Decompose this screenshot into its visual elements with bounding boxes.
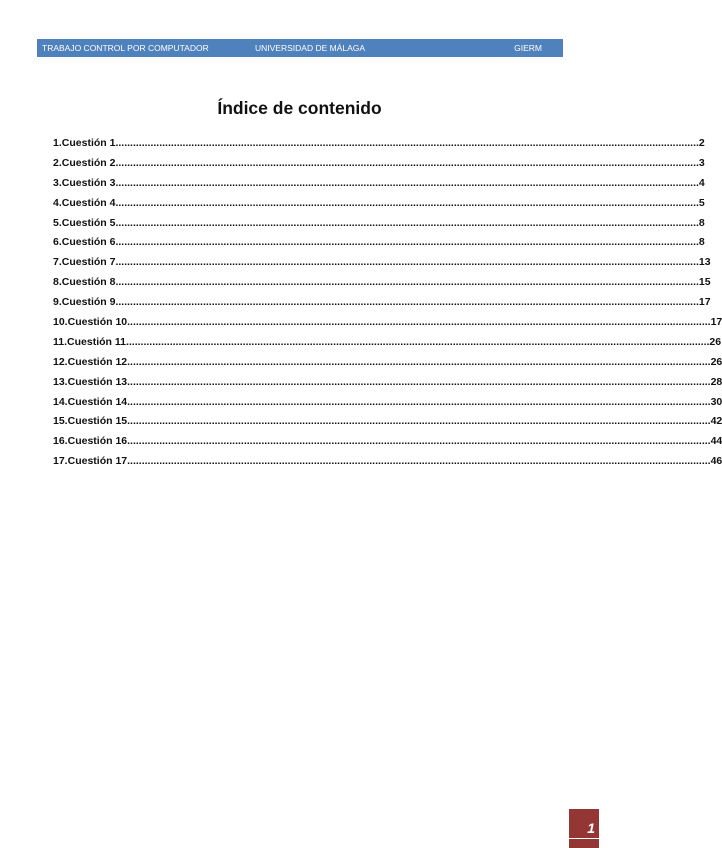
toc-entry-number: 4. bbox=[53, 196, 62, 209]
toc-dot-leader: ........................................................................................................................................................................................................ bbox=[127, 435, 711, 448]
toc-entry-number: 6. bbox=[53, 236, 62, 249]
toc-entry-label: Cuestión 14 bbox=[67, 395, 128, 408]
toc-entry[interactable] bbox=[53, 137, 705, 157]
page-number: 1 bbox=[587, 820, 595, 836]
toc-entry-label: Cuestión 17 bbox=[67, 455, 128, 468]
toc-entry-label: Cuestión 7 bbox=[61, 256, 116, 269]
header-course-title: TRABAJO CONTROL POR COMPUTADOR bbox=[42, 43, 209, 53]
toc-dot-leader: ........................................................................................................................................................................................................ bbox=[115, 296, 699, 309]
toc-entry-page: 17 bbox=[698, 296, 711, 309]
header-university: UNIVERSIDAD DE MÁLAGA bbox=[255, 43, 366, 53]
toc-entry-label: Cuestión 6 bbox=[61, 236, 116, 249]
toc-entry-number: 17. bbox=[53, 455, 68, 468]
toc-entry[interactable] bbox=[53, 435, 722, 455]
toc-entry-page: 8 bbox=[698, 216, 705, 229]
toc-entry-number: 9. bbox=[53, 296, 62, 309]
toc-entry[interactable] bbox=[53, 156, 705, 177]
toc-entry-page: 26 bbox=[709, 335, 722, 348]
toc-list bbox=[53, 137, 722, 475]
toc-entry-page: 30 bbox=[710, 395, 722, 408]
toc-entry-label: Cuestión 12 bbox=[67, 355, 128, 368]
toc-entry-number: 14. bbox=[53, 395, 68, 408]
toc-entry-label: Cuestión 5 bbox=[61, 216, 116, 229]
toc-entry-number: 2. bbox=[53, 156, 62, 169]
toc-entry-number: 13. bbox=[53, 375, 68, 388]
toc-dot-leader: ........................................................................................................................................................................................................ bbox=[125, 335, 710, 348]
toc-entry-label: Cuestión 4 bbox=[61, 196, 116, 209]
toc-entry-page: 13 bbox=[698, 256, 711, 269]
toc-entry-label: Cuestión 10 bbox=[67, 316, 128, 329]
toc-entry-number: 5. bbox=[53, 216, 62, 229]
toc-entry-page: 3 bbox=[698, 156, 705, 169]
toc-entry-page: 15 bbox=[698, 276, 711, 289]
toc-entry-page: 2 bbox=[698, 137, 705, 149]
toc-dot-leader: ........................................................................................................................................................................................................ bbox=[115, 196, 699, 209]
toc-entry-page: 28 bbox=[710, 375, 722, 388]
toc-entry[interactable] bbox=[53, 216, 705, 237]
toc-entry-number: 8. bbox=[53, 276, 62, 289]
toc-dot-leader: ........................................................................................................................................................................................................ bbox=[127, 455, 711, 468]
toc-dot-leader: ........................................................................................................................................................................................................ bbox=[115, 256, 699, 269]
toc-entry[interactable] bbox=[53, 455, 722, 475]
toc-entry[interactable] bbox=[53, 256, 711, 276]
toc-entry-number: 1. bbox=[53, 137, 62, 149]
toc-entry[interactable] bbox=[53, 355, 722, 376]
toc-entry-number: 11. bbox=[53, 335, 68, 348]
toc-dot-leader: ........................................................................................................................................................................................................ bbox=[127, 395, 711, 408]
toc-entry-number: 7. bbox=[53, 256, 62, 269]
page-header-bar bbox=[37, 39, 563, 57]
toc-entry-label: Cuestión 3 bbox=[61, 176, 116, 189]
toc-entry-page: 44 bbox=[710, 435, 722, 448]
page-number-underline bbox=[569, 838, 599, 839]
toc-entry-number: 3. bbox=[53, 176, 62, 189]
toc-entry[interactable] bbox=[53, 236, 705, 256]
toc-entry-page: 17 bbox=[710, 316, 722, 329]
toc-entry-label: Cuestión 13 bbox=[67, 375, 128, 388]
toc-entry-page: 8 bbox=[698, 236, 705, 249]
toc-dot-leader: ........................................................................................................................................................................................................ bbox=[115, 137, 699, 149]
toc-entry-number: 10. bbox=[53, 316, 68, 329]
toc-entry-label: Cuestión 16 bbox=[67, 435, 128, 448]
toc-dot-leader: ........................................................................................................................................................................................................ bbox=[115, 176, 699, 189]
toc-entry-label: Cuestión 11 bbox=[67, 335, 126, 348]
toc-entry-number: 12. bbox=[53, 355, 68, 368]
toc-entry-page: 42 bbox=[710, 415, 722, 428]
toc-entry[interactable] bbox=[53, 176, 705, 197]
toc-entry-page: 46 bbox=[710, 455, 722, 468]
header-degree: GIERM bbox=[514, 43, 542, 53]
toc-title: Índice de contenido bbox=[217, 98, 382, 118]
toc-entry-page: 26 bbox=[710, 355, 722, 368]
toc-entry-label: Cuestión 9 bbox=[61, 296, 116, 309]
toc-dot-leader: ........................................................................................................................................................................................................ bbox=[127, 415, 711, 428]
toc-entry-number: 15. bbox=[53, 415, 68, 428]
toc-entry[interactable] bbox=[53, 395, 722, 416]
toc-entry[interactable] bbox=[53, 196, 705, 217]
toc-dot-leader: ........................................................................................................................................................................................................ bbox=[115, 276, 699, 289]
toc-entry[interactable] bbox=[53, 375, 722, 396]
toc-entry[interactable] bbox=[53, 415, 722, 435]
toc-entry[interactable] bbox=[53, 276, 711, 296]
toc-entry[interactable] bbox=[53, 316, 722, 336]
toc-entry-label: Cuestión 2 bbox=[61, 156, 116, 169]
toc-dot-leader: ........................................................................................................................................................................................................ bbox=[127, 375, 711, 388]
toc-dot-leader: ........................................................................................................................................................................................................ bbox=[115, 156, 699, 169]
toc-entry-number: 16. bbox=[53, 435, 68, 448]
toc-entry-page: 4 bbox=[698, 176, 705, 189]
toc-entry-label: Cuestión 8 bbox=[61, 276, 116, 289]
toc-dot-leader: ........................................................................................................................................................................................................ bbox=[127, 355, 711, 368]
toc-entry[interactable] bbox=[53, 296, 711, 316]
toc-entry-label: Cuestión 1 bbox=[61, 137, 116, 149]
toc-dot-leader: ........................................................................................................................................................................................................ bbox=[127, 316, 711, 329]
toc-dot-leader: ........................................................................................................................................................................................................ bbox=[115, 216, 699, 229]
toc-entry-page: 5 bbox=[698, 196, 705, 209]
toc-entry-label: Cuestión 15 bbox=[67, 415, 128, 428]
toc-entry[interactable] bbox=[53, 335, 722, 356]
toc-dot-leader: ........................................................................................................................................................................................................ bbox=[115, 236, 699, 249]
